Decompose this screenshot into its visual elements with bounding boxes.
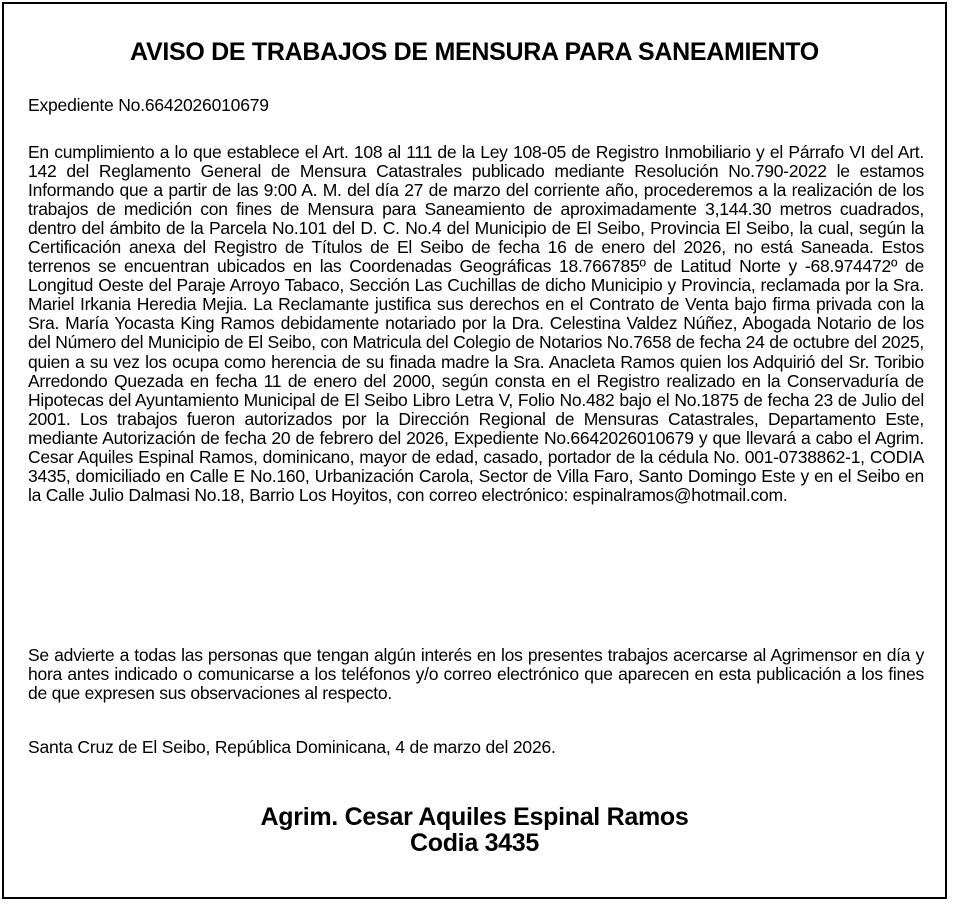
file-number: Expediente No.6642026010679 [28, 95, 269, 115]
signer-codia: Codia 3435 [409, 829, 539, 857]
notice-title: AVISO DE TRABAJOS DE MENSURA PARA SANEAMIENTO [130, 38, 819, 66]
legal-notice [2, 2, 947, 899]
signer-name: Agrim. Cesar Aquiles Espinal Ramos [260, 803, 689, 831]
place-and-date: Santa Cruz de El Seibo, República Dominicana, 4 de marzo del 2026. [28, 737, 556, 757]
notice-warning-paragraph: Se advierte a todas las personas que tengan algún interés en los presentes trabajos acercarse al Agrimensor en día y hora antes indicado o comunicarse a los teléfonos y/o correo electrónico que aparecen en esta publicación a los fines de que expresen sus observaciones al respecto. [28, 645, 924, 704]
signature-block [4, 804, 945, 856]
notice-body-paragraph: En cumplimiento a lo que establece el Art. 108 al 111 de la Ley 108-05 de Registro Inmobiliario y el Párrafo VI del Art. 142 del Reglamento General de Mensura Catastrales publicado mediante Resolución No.790-2022 le estamos Informando que a partir de las 9:00 A. M. del día 27 de marzo del corriente año, procederemos a la realización de los trabajos de medición con fines de Mensura para Saneamiento de aproximadamente 3,144.30 metros cuadrados, dentro del ámbito de la Parcela No.101 del D. C. No.4 del Municipio de El Seibo, Provincia El Seibo, la cual, según la Certificación anexa del Registro de Títulos de El Seibo de fecha 16 de enero del 2026, no está Saneada. Estos terrenos se encuentran ubicados en las Coordenadas Geográficas 18.766785º de Latitud Norte y -68.974472º de Longitud Oeste del Paraje Arroyo Tabaco, Sección Las Cuchillas de dicho Municipio y Provincia, reclamada por la Sra. Mariel Irkania Heredia Mejia. La Reclamante justifica sus derechos en el Contrato de Venta bajo firma privada con la Sra. María Yocasta King Ramos debidamente notariado por la Dra. Celestina Valdez Núñez, Abogada Notario de los del Número del Municipio de El Seibo, con Matricula del Colegio de Notarios No.7658 de fecha 24 de octubre del 2025, quien a su vez los ocupa como herencia de su finada madre la Sra. Anacleta Ramos quien los Adquirió del Sr. Toribio Arredondo Quezada en fecha 11 de enero del 2000, según consta en el Registro realizado en la Conservaduría de Hipotecas del Ayuntamiento Municipal de El Seibo Libro Letra V, Folio No.482 bajo el No.1875 de fecha 23 de Julio del 2001. Los trabajos fueron autorizados por la Dirección Regional de Mensuras Catastrales, Departamento Este, mediante Autorización de fecha 20 de febrero del 2026, Expediente No.6642026010679 y que llevará a cabo el Agrim. Cesar Aquiles Espinal Ramos, dominicano, mayor de edad, casado, portador de la cédula No. 001-0738862-1, CODIA 3435, domiciliado en Calle E No.160, Urbanización Carola, Sector de Villa Faro, Santo Domingo Este y en el Seibo en la Calle Julio Dalmasi No.18, Barrio Los Hoyitos, con correo electrónico: espinalramos@hotmail.com. [28, 142, 924, 505]
